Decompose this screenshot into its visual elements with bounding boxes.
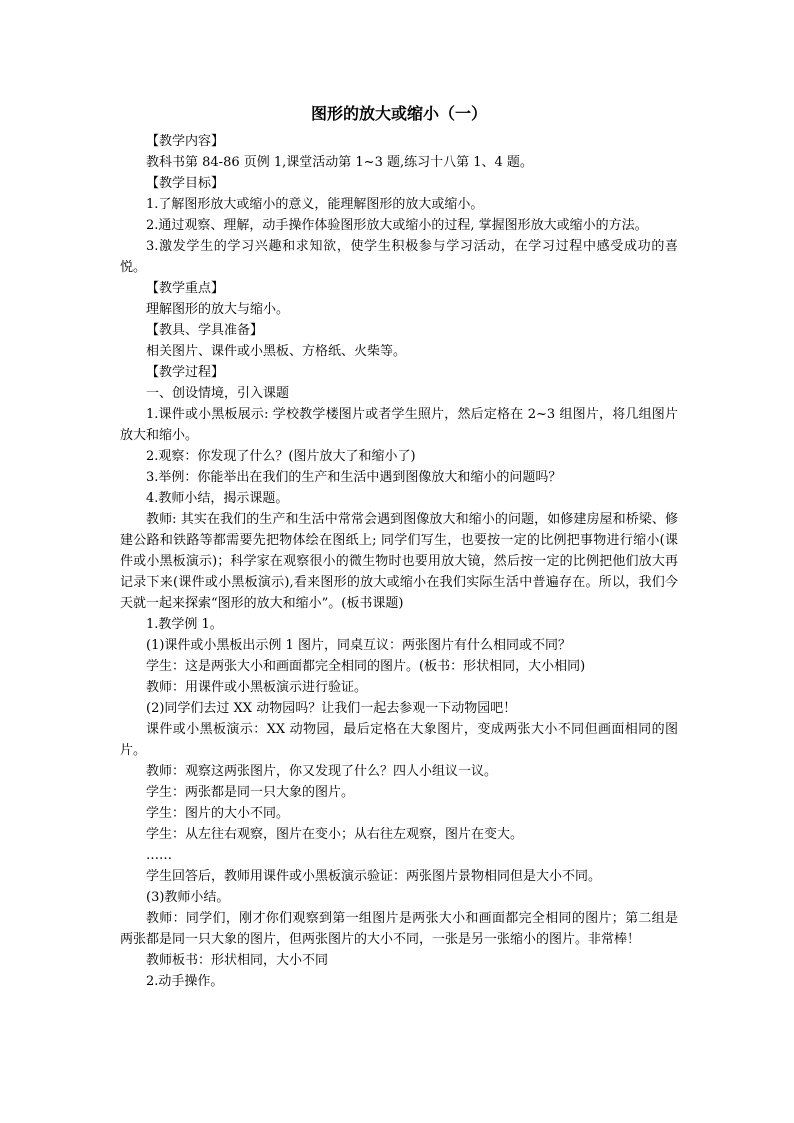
paragraph: 教科书第 84-86 页例 1,课堂活动第 1~3 题,练习十八第 1、4 题。 xyxy=(146,155,533,170)
paragraph: 1.教学例 1。 xyxy=(146,617,223,632)
document-body xyxy=(120,103,678,992)
paragraph: 理解图形的放大与缩小。 xyxy=(146,302,290,317)
paragraph: 教师：同学们，刚才你们观察到第一组图片是两张大小和画面都完全相同的图片；第二组是两张都是同一只大象的图片，但两张图片的大小不同，一张是另一张缩小的图片。非常棒！ xyxy=(120,911,678,947)
paragraph: (3)教师小结。 xyxy=(146,890,230,905)
paragraph: (1)课件或小黑板出示例 1 图片，同桌互议：两张图片有什么相同或不同？ xyxy=(146,638,571,653)
paragraph: 教师板书：形状相同，大小不同 xyxy=(146,953,329,968)
paragraph: 【教学重点】 xyxy=(146,281,225,296)
paragraph: 学生回答后，教师用课件或小黑板演示验证：两张图片景物相同但是大小不同。 xyxy=(146,869,602,884)
paragraph: 学生：这是两张大小和画面都完全相同的图片。(板书：形状相同，大小相同) xyxy=(146,659,586,674)
paragraph: 2.通过观察、理解，动手操作体验图形放大或缩小的过程, 掌握图形放大或缩小的方法。 xyxy=(146,218,648,233)
paragraph: 【教具、学具准备】 xyxy=(146,323,264,338)
paragraph: 相关图片、课件或小黑板、方格纸、火柴等。 xyxy=(146,344,407,359)
paragraph: 学生：从左往右观察，图片在变小；从右往左观察，图片在变大。 xyxy=(146,827,524,842)
paragraph: 1.课件或小黑板展示: 学校教学楼图片或者学生照片，然后定格在 2~3 组图片，将几组图片放大和缩小。 xyxy=(120,407,678,443)
paragraph: 1.了解图形放大或缩小的意义，能理解图形的放大或缩小。 xyxy=(146,197,484,212)
paragraph: 教师: 其实在我们的生产和生活中常常会遇到图像放大和缩小的问题，如修建房屋和桥梁、修建公路和铁路等都需要先把物体绘在图纸上; 同学们写生，也要按一定的比例把事物进行缩小(课件或小黑板演示)；科学家在观察很小的微生物时也要用放大镜，然后按一定的比例把他们放大再记录下来(课件或小黑板演示),看来图形的放大或缩小在我们实际生活中普遍存在。所以，我们今天就一起来探索“图形的放大和缩小”。(板书课题) xyxy=(120,512,678,611)
paragraph: 【教学过程】 xyxy=(146,365,225,380)
document-title: 图形的放大或缩小（一） xyxy=(310,104,487,123)
paragraph: 3.激发学生的学习兴趣和求知欲，使学生积极参与学习活动，在学习过程中感受成功的喜悦。 xyxy=(120,239,678,275)
paragraph-list xyxy=(120,131,678,992)
paragraph: (2)同学们去过 XX 动物园吗？让我们一起去参观一下动物园吧！ xyxy=(146,701,517,716)
paragraph: 4.教师小结，揭示课题。 xyxy=(146,491,289,506)
paragraph: 【教学内容】 xyxy=(146,134,225,149)
paragraph: 学生：两张都是同一只大象的图片。 xyxy=(146,785,355,800)
paragraph: 2.观察：你发现了什么？(图片放大了和缩小了) xyxy=(146,449,416,464)
paragraph: 课件或小黑板演示：XX 动物园，最后定格在大象图片，变成两张大小不同但画面相同的图片。 xyxy=(120,722,678,758)
paragraph: 2.动手操作。 xyxy=(146,974,224,989)
paragraph: 学生：图片的大小不同。 xyxy=(146,806,290,821)
paragraph: 教师：用课件或小黑板演示进行验证。 xyxy=(146,680,368,695)
paragraph: 教师：观察这两张图片，你又发现了什么？四人小组议一议。 xyxy=(146,764,498,779)
paragraph: 3.举例：你能举出在我们的生产和生活中遇到图像放大和缩小的问题吗？ xyxy=(146,470,562,485)
paragraph: …… xyxy=(146,848,172,863)
paragraph: 【教学目标】 xyxy=(146,176,225,191)
paragraph: 一、创设情境，引入课题 xyxy=(146,386,290,401)
